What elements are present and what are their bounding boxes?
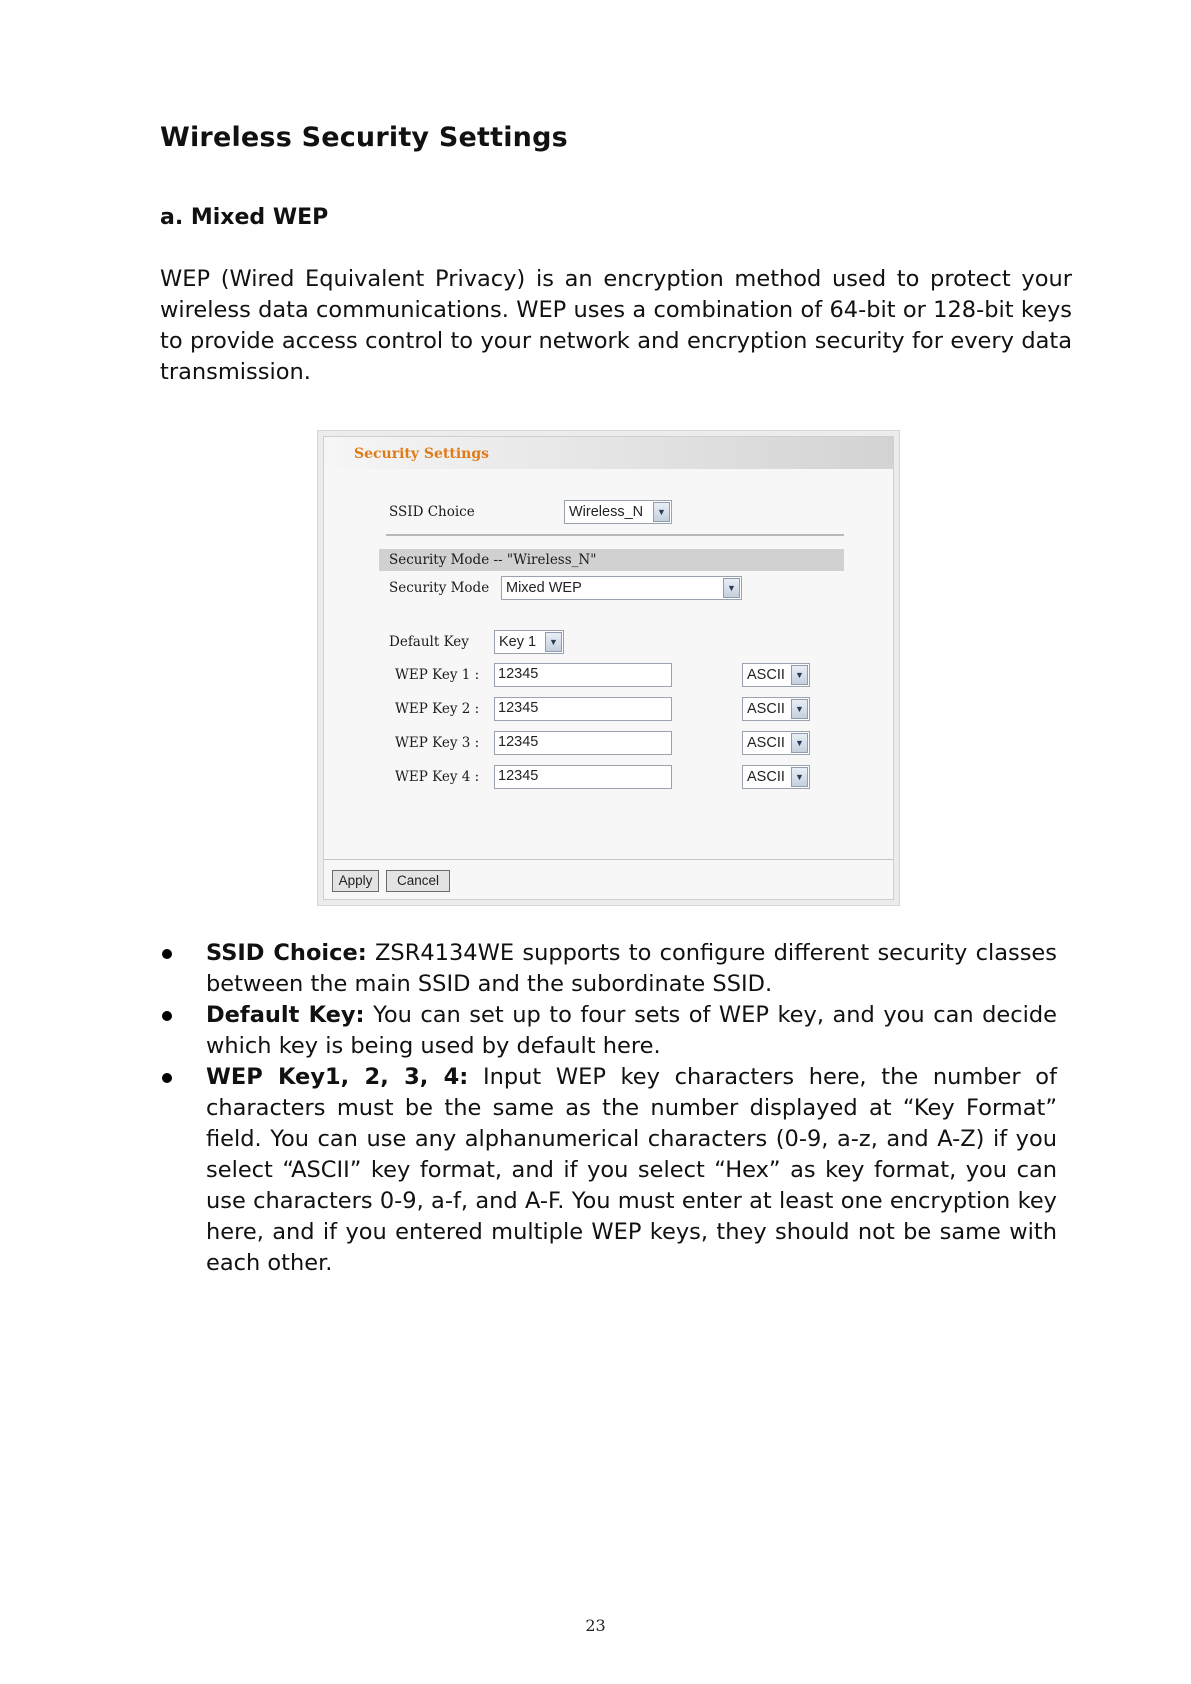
wep-key-2-format-select[interactable] (742, 697, 810, 721)
bullet-term: WEP Key1, 2, 3, 4: (206, 1064, 469, 1090)
bullet-text: You can set up to four sets of WEP key, and you can decide which key is being used by default here. (206, 1002, 1057, 1059)
ssid-choice-select[interactable] (564, 500, 672, 524)
divider (386, 534, 844, 536)
wep-key-2-label: WEP Key 2 : (395, 701, 480, 717)
bullet-icon (162, 1011, 172, 1021)
page-heading: Wireless Security Settings (160, 122, 568, 153)
wep-key-3-label: WEP Key 3 : (395, 735, 480, 751)
screenshot-header (324, 437, 893, 469)
ssid-choice-label: SSID Choice (389, 504, 475, 520)
bullet-text: Input WEP key characters here, the number of characters must be the same as the number displayed at “Key Format” field. You can use any alphanumerical characters (0-9, a-z, and A-Z) if you select “ASCII” key format, and if you select “Hex” as key format, you can use characters 0-9, a-f, and A-F. You must enter at least one encryption key here, and if you entered multiple WEP keys, they should not be same with each other. (206, 1064, 1057, 1276)
screenshot-header-title: Security Settings (354, 446, 490, 462)
apply-button[interactable]: Apply (332, 870, 379, 892)
bullet-term: SSID Choice: (206, 940, 367, 966)
wep-key-4-format-select[interactable] (742, 765, 810, 789)
default-key-label: Default Key (389, 634, 469, 650)
default-key-value: Key 1 (499, 634, 537, 650)
list-item (160, 938, 1057, 1000)
bullet-term: Default Key: (206, 1002, 365, 1028)
wep-key-1-format-value: ASCII (747, 667, 785, 683)
page-number: 23 (585, 1616, 606, 1635)
ssid-choice-value: Wireless_N (569, 504, 644, 520)
wep-key-1-input[interactable]: 12345 (494, 663, 672, 687)
wep-key-1-label: WEP Key 1 : (395, 667, 480, 683)
section-subheading: a. Mixed WEP (160, 205, 329, 230)
cancel-button[interactable]: Cancel (386, 870, 450, 892)
wep-key-4-label: WEP Key 4 : (395, 769, 480, 785)
chevron-down-icon[interactable]: ▼ (791, 733, 808, 753)
bullet-icon (162, 949, 172, 959)
chevron-down-icon[interactable]: ▼ (791, 665, 808, 685)
wep-key-2-format-value: ASCII (747, 701, 785, 717)
wep-key-3-format-value: ASCII (747, 735, 785, 751)
wep-key-1-format-select[interactable] (742, 663, 810, 687)
default-key-select[interactable] (494, 630, 564, 654)
wep-key-4-input[interactable]: 12345 (494, 765, 672, 789)
bullet-icon (162, 1073, 172, 1083)
security-settings-screenshot (317, 430, 900, 906)
wep-key-4-format-value: ASCII (747, 769, 785, 785)
wep-key-2-input[interactable]: 12345 (494, 697, 672, 721)
security-mode-select[interactable] (501, 576, 742, 600)
list-item (160, 1062, 1057, 1279)
chevron-down-icon[interactable]: ▼ (545, 632, 562, 652)
chevron-down-icon[interactable]: ▼ (791, 699, 808, 719)
wep-key-3-format-select[interactable] (742, 731, 810, 755)
list-item (160, 1000, 1057, 1062)
field-descriptions-list (160, 938, 1057, 1279)
chevron-down-icon[interactable]: ▼ (723, 578, 740, 598)
bullet-text: ZSR4134WE supports to configure different security classes between the main SSID and the subordinate SSID. (206, 940, 1058, 997)
security-mode-value: Mixed WEP (506, 580, 582, 596)
security-mode-label: Security Mode (389, 580, 490, 596)
security-section-label: Security Mode -- "Wireless_N" (389, 552, 597, 568)
intro-paragraph: WEP (Wired Equivalent Privacy) is an encryption method used to protect your wireless data communications. WEP uses a combination of 64-bit or 128-bit keys to provide access control to your network and encryption security for every data transmission. (160, 266, 1072, 385)
chevron-down-icon[interactable]: ▼ (791, 767, 808, 787)
screenshot-panel (323, 436, 894, 900)
wep-key-3-input[interactable]: 12345 (494, 731, 672, 755)
footer-divider (324, 859, 893, 860)
chevron-down-icon[interactable]: ▼ (653, 502, 670, 522)
